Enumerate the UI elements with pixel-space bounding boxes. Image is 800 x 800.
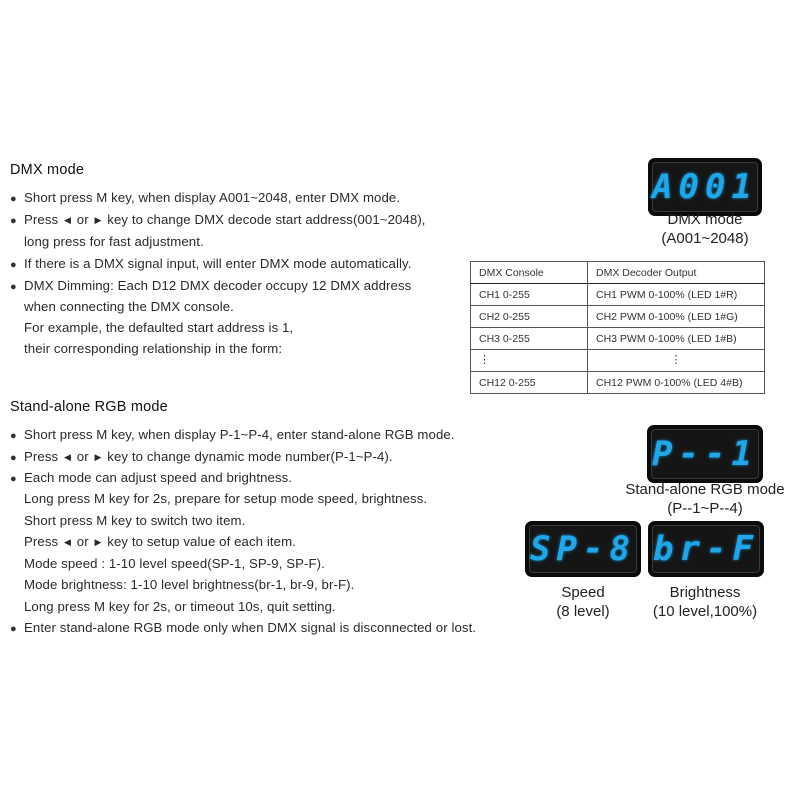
rgb-line-9: Long press M key for 2s, or timeout 10s, quit setting.: [24, 599, 336, 614]
dmx-line-6: when connecting the DMX console.: [24, 299, 234, 314]
table-cell: CH2 PWM 0-100% (LED 1#G): [588, 306, 765, 328]
table-cell: CH3 PWM 0-100% (LED 1#B): [588, 328, 765, 350]
brightness-display: [648, 521, 764, 577]
dmx-line-2: Press ◀ or ▶ key to change DMX decode start address(001~2048),: [24, 212, 426, 227]
dmx-line-8: their corresponding relationship in the form:: [24, 341, 283, 356]
rgb-line-4: Long press M key for 2s, prepare for setup mode speed, brightness.: [24, 491, 428, 506]
display-readout: SP-8: [530, 529, 636, 569]
speed-caption: Speed (8 level): [556, 584, 610, 620]
dmx-mode-caption: DMX mode (A001~2048): [661, 211, 749, 247]
rgb-mode-display: [647, 425, 763, 483]
bullet: ●: [10, 452, 17, 464]
table-row: [471, 284, 765, 306]
bullet: ●: [10, 259, 17, 271]
table-cell: CH12 0-255: [471, 372, 588, 394]
rgb-mode-caption: Stand-alone RGB mode (P--1~P--4): [625, 481, 785, 517]
column-header: DMX Decoder Output: [588, 262, 765, 284]
dmx-line-5: DMX Dimming: Each D12 DMX decoder occupy 12 DMX address: [24, 278, 412, 293]
left-arrow-icon: ◀: [63, 537, 72, 547]
table-header-row: [471, 262, 765, 284]
dmx-mode-heading: DMX mode: [10, 162, 85, 178]
display-readout: br-F: [653, 529, 759, 569]
bullet: ●: [10, 623, 17, 635]
table-cell: CH12 PWM 0-100% (LED 4#B): [588, 372, 765, 394]
right-arrow-icon: ▶: [94, 452, 102, 462]
ellipsis: ⋮: [588, 350, 765, 372]
rgb-mode-heading: Stand-alone RGB mode: [10, 399, 168, 415]
bullet: ●: [10, 430, 17, 442]
ellipsis: ⋮: [471, 350, 588, 372]
rgb-line-2: Press ◀ or ▶ key to change dynamic mode number(P-1~P-4).: [24, 449, 393, 464]
dmx-mapping-table: [470, 261, 765, 394]
table-row: [471, 372, 765, 394]
table-cell: CH1 PWM 0-100% (LED 1#R): [588, 284, 765, 306]
rgb-line-5: Short press M key to switch two item.: [24, 513, 246, 528]
table-cell: CH1 0-255: [471, 284, 588, 306]
rgb-line-8: Mode brightness: 1-10 level brightness(br-1, br-9, br-F).: [24, 577, 355, 592]
dmx-line-3: long press for fast adjustment.: [24, 234, 204, 249]
column-header: DMX Console: [471, 262, 588, 284]
rgb-line-6: Press ◀ or ▶ key to setup value of each item.: [24, 534, 296, 549]
right-arrow-icon: ▶: [94, 215, 102, 225]
right-arrow-icon: ▶: [94, 537, 102, 547]
table-row: [471, 328, 765, 350]
table-cell: CH2 0-255: [471, 306, 588, 328]
rgb-line-7: Mode speed : 1-10 level speed(SP-1, SP-9, SP-F).: [24, 556, 325, 571]
dmx-line-4: If there is a DMX signal input, will enter DMX mode automatically.: [24, 256, 412, 271]
bullet: ●: [10, 281, 17, 293]
bullet: ●: [10, 215, 17, 227]
display-readout: P--1: [652, 434, 758, 474]
brightness-caption: Brightness (10 level,100%): [652, 584, 758, 620]
table-cell: CH3 0-255: [471, 328, 588, 350]
speed-display: [525, 521, 641, 577]
rgb-line-1: Short press M key, when display P-1~P-4, enter stand-alone RGB mode.: [24, 427, 455, 442]
left-arrow-icon: ◀: [63, 215, 72, 225]
display-readout: A001: [652, 167, 758, 207]
bullet: ●: [10, 473, 17, 485]
dmx-line-1: Short press M key, when display A001~2048, enter DMX mode.: [24, 190, 401, 205]
rgb-line-3: Each mode can adjust speed and brightness.: [24, 470, 293, 485]
rgb-line-10: Enter stand-alone RGB mode only when DMX signal is disconnected or lost.: [24, 620, 477, 635]
left-arrow-icon: ◀: [63, 452, 72, 462]
dmx-mode-display: [648, 158, 762, 216]
dmx-line-7: For example, the defaulted start address is 1,: [24, 320, 294, 335]
table-ellipsis-row: [471, 350, 765, 372]
bullet: ●: [10, 193, 17, 205]
table-row: [471, 306, 765, 328]
